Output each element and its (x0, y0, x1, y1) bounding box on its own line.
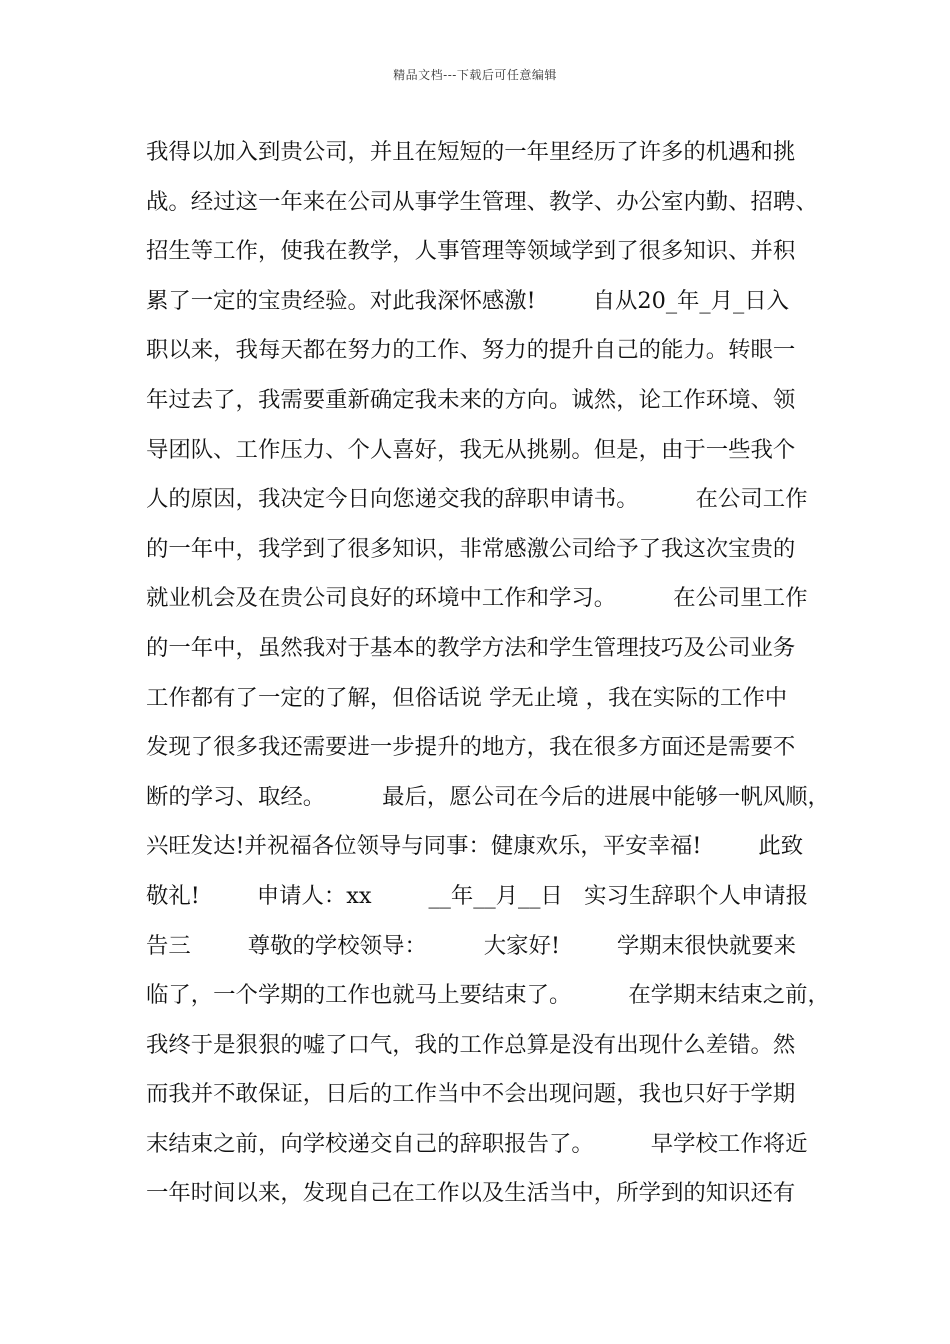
text-line: 断的学习、取经。 最后，愿公司在今后的进展中能够一帆风顺， (146, 783, 830, 810)
text-line: 兴旺发达!并祝福各位领导与同事：健康欢乐，平安幸福! 此致 (146, 833, 804, 860)
text-line: 的一年中，我学到了很多知识，非常感激公司给予了我这次宝贵的 (146, 535, 796, 562)
text-line: 敬礼! 申请人：xx __年__月__日 实习生辞职个人申请报 (146, 882, 809, 909)
text-line: 而我并不敢保证，日后的工作当中不会出现问题，我也只好于学期 (146, 1081, 796, 1108)
text-line: 工作都有了一定的了解，但俗话说 学无止境 ，我在实际的工作中 (146, 684, 788, 711)
text-line: 年过去了，我需要重新确定我未来的方向。诚然，论工作环境、领 (146, 386, 796, 413)
text-line: 末结束之前，向学校递交自己的辞职报告了。 早学校工作将近 (146, 1130, 808, 1157)
text-line: 临了，一个学期的工作也就马上要结束了。 在学期末结束之前， (146, 982, 830, 1009)
text-line: 累了一定的宝贵经验。对此我深怀感激! 自从20_年_月_日入 (146, 287, 789, 314)
text-line: 职以来，我每天都在努力的工作、努力的提升自己的能力。转眼一 (146, 337, 796, 364)
text-line: 的一年中，虽然我对于基本的教学方法和学生管理技巧及公司业务 (146, 634, 796, 661)
text-line: 人的原因，我决定今日向您递交我的辞职申请书。 在公司工作 (146, 486, 808, 513)
page-header: 精品文档---下载后可任意编辑 (393, 68, 557, 82)
text-line: 一年时间以来，发现自己在工作以及生活当中，所学到的知识还有 (146, 1180, 796, 1207)
text-line: 战。经过这一年来在公司从事学生管理、教学、办公室内勤、招聘、 (146, 188, 818, 215)
text-line: 我得以加入到贵公司，并且在短短的一年里经历了许多的机遇和挑 (146, 139, 796, 165)
text-line: 招生等工作，使我在教学，人事管理等领域学到了很多知识、并积 (146, 238, 796, 265)
text-line: 就业机会及在贵公司良好的环境中工作和学习。 在公司里工作 (146, 585, 808, 612)
document-body (146, 128, 836, 1219)
text-line: 发现了很多我还需要进一步提升的地方，我在很多方面还是需要不 (146, 734, 796, 761)
text-line: 导团队、工作压力、个人喜好，我无从挑剔。但是，由于一些我个 (146, 436, 796, 463)
text-line: 我终于是狠狠的嘘了口气，我的工作总算是没有出现什么差错。然 (146, 1031, 796, 1058)
text-line: 告三 尊敬的学校领导： 大家好! 学期末很快就要来 (146, 932, 797, 959)
